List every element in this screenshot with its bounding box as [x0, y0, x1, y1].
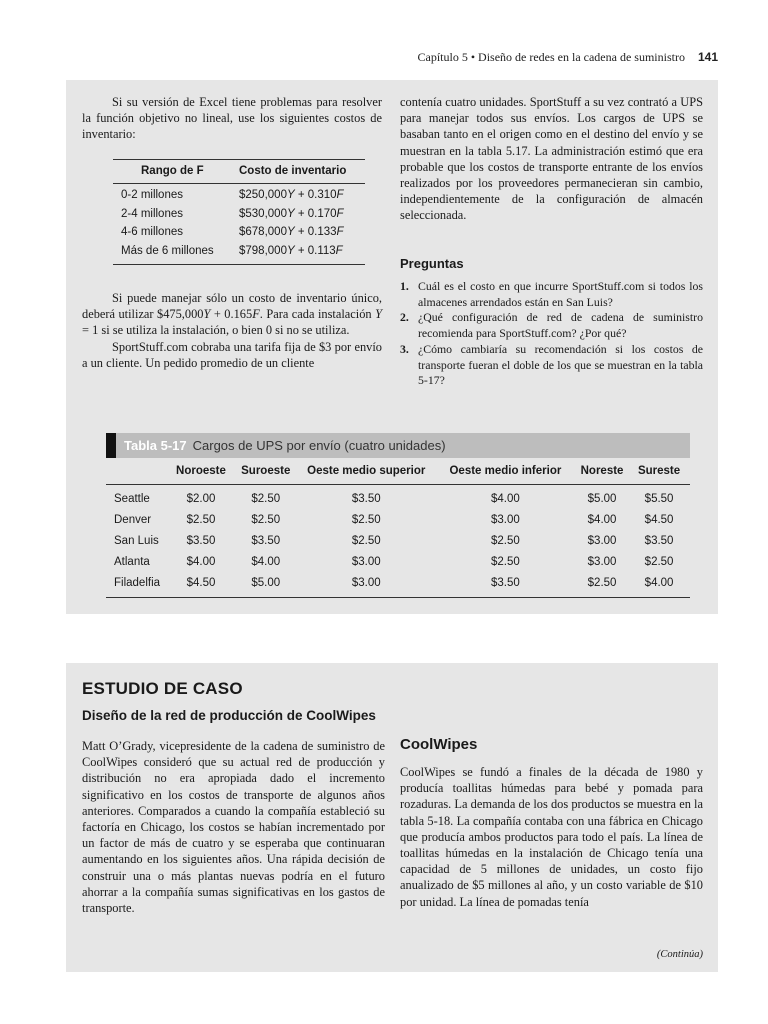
charge-cell: $2.50: [251, 514, 281, 527]
flat-rate-paragraph: SportStuff.com cobraba una tarifa fija de $3 por envío a un cliente. Un pedido promedio de un cliente: [82, 339, 382, 370]
charge-cell: $2.00: [186, 493, 216, 506]
ups-table-caption: [106, 433, 690, 458]
charge-cell: $5.00: [251, 576, 281, 589]
ups-charges-table: [106, 458, 690, 598]
header-oeste-medio-superior: Oeste medio superior: [307, 465, 426, 477]
inventory-table-header: [113, 160, 365, 184]
caption-bar: [106, 433, 116, 458]
case-study-right-column: [400, 764, 703, 910]
single-cost-paragraphs: [82, 290, 382, 371]
header-noroeste: Noroeste: [176, 465, 226, 477]
range-cell: 2-4 millones: [121, 207, 183, 220]
charge-cell: $3.50: [186, 534, 216, 547]
charge-cell: $2.50: [351, 514, 381, 527]
page-number: 141: [697, 50, 718, 64]
header-bullet: •: [470, 50, 476, 64]
origin-cell: Seattle: [114, 493, 150, 506]
charge-cell: $2.50: [587, 576, 617, 589]
table-row: [106, 531, 690, 552]
origin-cell: Atlanta: [114, 555, 150, 568]
charge-cell: $4.00: [491, 493, 520, 506]
question-number: 3.: [400, 341, 409, 356]
ups-paragraph: contenía cuatro unidades. SportStuff a su vez contrató a UPS para manejar todos sus envíos. Los cargos de UPS se basaban tanto en el origen como en el destino del envío y se muestran en la tabla 5.17. La administración estimó que era probable que los costos de transporte entrante de los envíos realizados por los proveedores permanecieran sin cambio, independientemente de la configuración de almacén seleccionada.: [400, 95, 703, 223]
question-text: Cuál es el costo en que incurre SportStuff.com si todos los almacenes arrendados están en San Luis?: [418, 279, 703, 309]
origin-cell: Denver: [114, 514, 152, 527]
table-row: [106, 510, 690, 531]
header-sureste: Sureste: [637, 465, 681, 477]
questions-heading: Preguntas: [400, 256, 464, 271]
charge-cell: $3.00: [351, 555, 381, 568]
inventory-cost-table: [113, 159, 365, 265]
questions-list: [400, 279, 703, 389]
header-range: Rango de F: [141, 165, 204, 177]
coolwipes-paragraph: CoolWipes se fundó a finales de la década de 1980 y producía toallitas húmedas para bebé y pomada para rozaduras. La demanda de los dos productos se muestra en la tabla 5-18. La compañía contaba con una fábrica en Chicago que producía ambos productos para todo el país. La línea de toallitas húmedas en la instalación de Chicago tenía una capacidad de 5 millones de unidades, un costo fijo anualizado de $5 millones al año, y un costo variable de $10 por unidad. La línea de pomadas tenía: [400, 765, 703, 909]
charge-cell: $4.00: [186, 555, 216, 568]
header-suroeste: Suroeste: [241, 465, 291, 477]
table-row: [106, 489, 690, 510]
table-row: [113, 242, 365, 261]
cost-cell: $798,000Y + 0.113F: [239, 244, 343, 257]
case-study-left-column: [82, 738, 385, 916]
charge-cell: $3.00: [587, 555, 617, 568]
range-cell: 4-6 millones: [121, 226, 183, 239]
charge-cell: $4.50: [644, 514, 674, 527]
charge-cell: $3.00: [351, 576, 381, 589]
header-oeste-medio-inferior: Oeste medio inferior: [449, 465, 562, 477]
charge-cell: $2.50: [491, 534, 520, 547]
charge-cell: $2.50: [351, 534, 381, 547]
charge-cell: $2.50: [251, 493, 281, 506]
range-cell: Más de 6 millones: [121, 244, 214, 257]
charge-cell: $4.50: [186, 576, 216, 589]
origin-cell: Filadelfia: [114, 576, 161, 589]
table-row: [113, 205, 365, 224]
charge-cell: $3.50: [251, 534, 281, 547]
header-noreste: Noreste: [580, 465, 624, 477]
list-item: [400, 279, 703, 310]
intro-paragraph-block: [82, 94, 382, 143]
table-caption-text: Cargos de UPS por envío (cuatro unidades): [192, 438, 446, 453]
table-row: [113, 223, 365, 242]
charge-cell: $4.00: [587, 514, 617, 527]
charge-cell: $5.00: [587, 493, 617, 506]
cost-cell: $678,000Y + 0.133F: [239, 226, 344, 239]
charge-cell: $3.50: [351, 493, 381, 506]
intro-paragraph: Si su versión de Excel tiene problemas para resolver la función objetivo no lineal, use los siguientes costos de inventario:: [82, 95, 382, 142]
charge-cell: $3.00: [587, 534, 617, 547]
ups-paragraph-block: [400, 94, 703, 224]
list-item: [400, 342, 703, 389]
page-header: [417, 50, 718, 65]
table-row: [106, 572, 690, 593]
case-study-title: ESTUDIO DE CASO: [82, 679, 243, 698]
charge-cell: $4.00: [251, 555, 281, 568]
header-cost: Costo de inventario: [239, 165, 347, 177]
single-cost-paragraph: Si puede manejar sólo un costo de inventario único, deberá utilizar $475,000Y + 0.165F. Para cada instalación Y = 1 si se utiliza la instalación, o bien 0 si no se utiliza.: [82, 291, 382, 338]
charge-cell: $2.50: [644, 555, 674, 568]
case-study-intro-paragraph: Matt O’Grady, vicepresidente de la cadena de suministro de CoolWipes consideró que su actual red de producción y distribución no era apropiada dado el incremento significativo en los costos de transporte de algunos años anteriores. Comparados a cuando la compañía estableció su factoría en Chicago, los costos se habían incrementado por un factor de más de cuatro y se esperaba que continuaran aumentando en los siguientes años. Una rápida decisión de construir una o más plantas nuevas podría en el futuro ahorrar a la compañía sumas significativas en los gastos de transporte.: [82, 739, 385, 916]
charge-cell: $2.50: [491, 555, 520, 568]
coolwipes-heading: CoolWipes: [400, 736, 478, 753]
question-text: ¿Cómo cambiaría su recomendación si los costos de transporte fueran el doble de los que se muestran en la tabla 5-17?: [418, 341, 703, 388]
origin-cell: San Luis: [114, 534, 159, 547]
table-number: Tabla 5-17: [124, 438, 187, 453]
range-cell: 0-2 millones: [121, 189, 183, 202]
charge-cell: $2.50: [186, 514, 216, 527]
charge-cell: $3.50: [491, 576, 520, 589]
table-row: [113, 186, 365, 205]
charge-cell: $3.00: [491, 514, 520, 527]
case-study-subtitle: Diseño de la red de producción de CoolWipes: [82, 708, 376, 723]
ups-table-header: [106, 458, 690, 485]
list-item: [400, 310, 703, 341]
question-number: 1.: [400, 279, 409, 293]
cost-cell: $250,000Y + 0.310F: [239, 189, 344, 202]
charge-cell: $3.50: [644, 534, 674, 547]
chapter-title: Diseño de redes en la cadena de suministro: [478, 50, 685, 64]
charge-cell: $4.00: [644, 576, 674, 589]
question-text: ¿Qué configuración de red de cadena de suministro recomienda para SportStuff.com? ¿Por qué?: [418, 310, 703, 341]
table-row: [106, 551, 690, 572]
continued-note: (Continúa): [656, 949, 703, 960]
question-number: 2.: [400, 310, 409, 325]
cost-cell: $530,000Y + 0.170F: [239, 207, 344, 220]
charge-cell: $5.50: [644, 493, 674, 506]
chapter-label: Capítulo 5: [417, 50, 468, 64]
